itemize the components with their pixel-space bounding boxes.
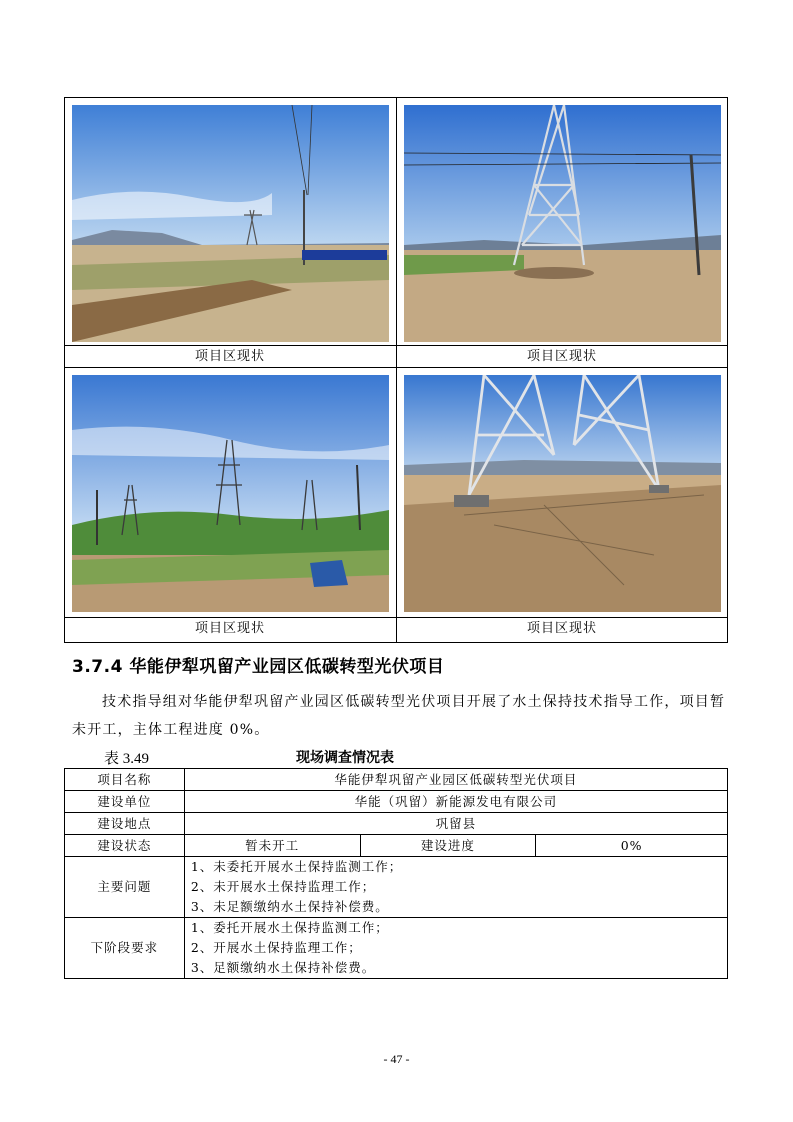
- site-photo-4: [404, 375, 721, 612]
- table-row: [65, 918, 728, 979]
- photo-caption: 项目区现状: [194, 621, 265, 636]
- location-value: 巩留县: [184, 813, 727, 835]
- section-heading: 3.7.4 华能伊犁巩留产业园区低碳转型光伏项目: [72, 657, 445, 677]
- table-row: [65, 791, 728, 813]
- table-row: [65, 769, 728, 791]
- construction-unit-value: 华能（巩留）新能源发电有限公司: [184, 791, 727, 813]
- row-label: 项目名称: [65, 769, 185, 791]
- table-number: 表 3.49: [104, 751, 150, 767]
- photo-grid: [64, 97, 728, 643]
- row-label: 下阶段要求: [65, 918, 185, 979]
- site-photo-3: [72, 375, 389, 612]
- photo-caption: 项目区现状: [526, 349, 597, 364]
- row-label: 主要问题: [65, 857, 185, 918]
- site-photo-2: [404, 105, 721, 342]
- photo-caption: 项目区现状: [526, 621, 597, 636]
- row-label: 建设单位: [65, 791, 185, 813]
- status-value: 暂未开工: [184, 835, 360, 857]
- row-label: 建设状态: [65, 835, 185, 857]
- list-item: 3、足额缴纳水土保持补偿费。: [190, 960, 376, 975]
- row-label: 建设地点: [65, 813, 185, 835]
- photo-caption: 项目区现状: [194, 349, 265, 364]
- list-item: 3、未足额缴纳水土保持补偿费。: [190, 899, 389, 914]
- body-paragraph: 技术指导组对华能伊犁巩留产业园区低碳转型光伏项目开展了水土保持技术指导工作，项目暂未开工，主体工程进度 0%。: [72, 694, 726, 738]
- list-item: 2、开展水土保持监理工作；: [190, 940, 362, 955]
- list-item: 1、未委托开展水土保持监测工作；: [190, 859, 403, 874]
- list-item: 2、未开展水土保持监理工作；: [190, 879, 376, 894]
- table-row: [65, 835, 728, 857]
- project-name-value: 华能伊犁巩留产业园区低碳转型光伏项目: [184, 769, 727, 791]
- progress-value: 0%: [536, 835, 728, 857]
- next-steps-list: [184, 918, 727, 979]
- issues-list: [184, 857, 727, 918]
- table-row: [65, 813, 728, 835]
- site-photo-1: [72, 105, 389, 342]
- page-number: - 47 -: [383, 1052, 410, 1066]
- list-item: 1、委托开展水土保持监测工作；: [190, 920, 389, 935]
- survey-table: [64, 768, 728, 979]
- table-row: [65, 857, 728, 918]
- row-label: 建设进度: [360, 835, 536, 857]
- grid-divider-vertical: [396, 98, 397, 642]
- table-title: 现场调查情况表: [296, 750, 394, 766]
